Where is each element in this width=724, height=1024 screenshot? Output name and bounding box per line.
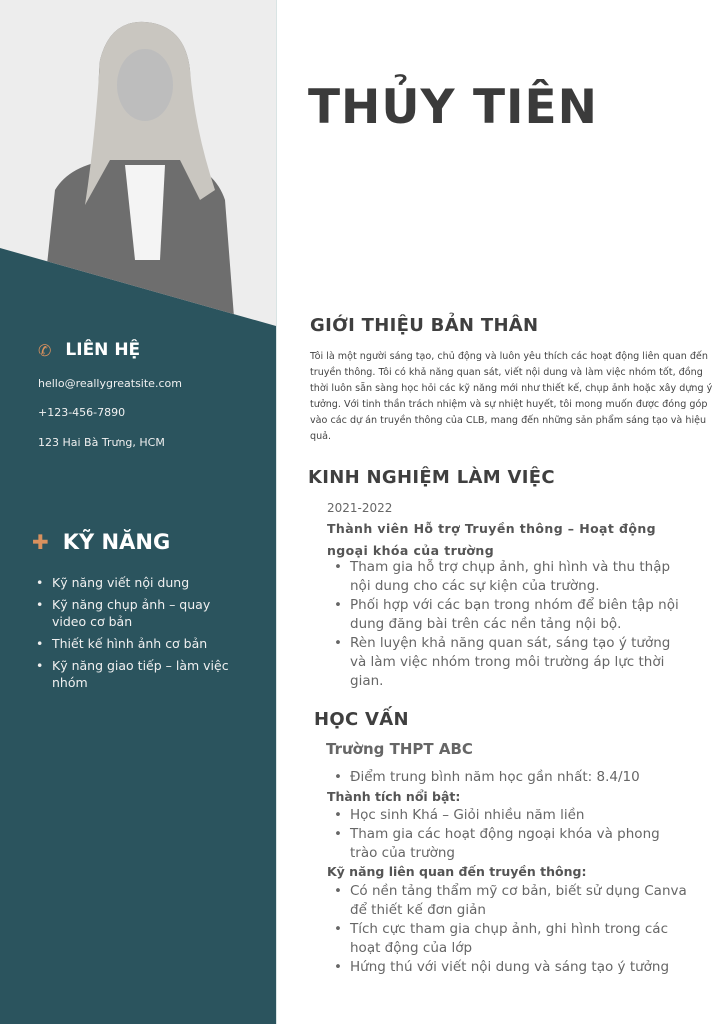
- experience-heading: KINH NGHIỆM LÀM VIỆC: [308, 467, 555, 488]
- page-title: THỦY TIÊN: [308, 80, 598, 135]
- gpa-list: [328, 768, 688, 787]
- list-item: • Học sinh Khá – Giỏi nhiều năm liền: [328, 806, 688, 825]
- list-item: • Tham gia hỗ trợ chụp ảnh, ghi hình và thu thập nội dung cho các sự kiện của trường.: [328, 558, 688, 596]
- education-heading: HỌC VẤN: [314, 709, 409, 730]
- experience-period: 2021-2022: [327, 501, 393, 515]
- list-item: • Tham gia các hoạt động ngoại khóa và phong trào của trường: [328, 825, 688, 863]
- skill-item: • Kỹ năng chụp ảnh – quay video cơ bản: [36, 596, 236, 630]
- contact-heading: [38, 340, 140, 360]
- media-skills-list: [328, 882, 688, 977]
- skill-item: • Kỹ năng viết nội dung: [36, 574, 236, 591]
- intro-text: Tôi là một người sáng tạo, chủ động và luôn yêu thích các hoạt động liên quan đến truyền thông. Tôi có khả năng quan sát, viết nội dung và làm việc nhóm tốt, đồng thời luôn sẵn sàng học hỏi các kỹ năng mới như thiết kế, chụp ảnh hoặc xây dựng ý tưởng. Với tinh thần trách nhiệm và sự nhiệt huyết, tôi mong muốn được đóng góp vào các dự án truyền thông của CLB, mang đến những sản phẩm sáng tạo và hiệu quả.: [310, 351, 713, 442]
- achievements-title: Thành tích nổi bật:: [327, 789, 461, 804]
- list-item: • Hứng thú với viết nội dung và sáng tạo ý tưởng: [328, 958, 688, 977]
- skills-title: KỸ NĂNG: [62, 530, 171, 554]
- media-skills-title: Kỹ năng liên quan đến truyền thông:: [327, 864, 587, 879]
- puzzle-icon: ✚: [32, 530, 49, 554]
- contact-title: LIÊN HỆ: [65, 340, 141, 360]
- skills-heading: [32, 530, 170, 554]
- achievements-list: [328, 806, 688, 863]
- intro-heading: GIỚI THIỆU BẢN THÂN: [310, 315, 539, 336]
- column-divider: [276, 0, 277, 1024]
- phone-icon: ✆: [38, 340, 52, 360]
- list-item: • Điểm trung bình năm học gần nhất: 8.4/10: [328, 768, 688, 787]
- school-name: Trường THPT ABC: [326, 740, 473, 758]
- skill-item: • Kỹ năng giao tiếp – làm việc nhóm: [36, 657, 236, 691]
- skills-list: [36, 574, 236, 696]
- experience-role: Thành viên Hỗ trợ Truyền thông – Hoạt động ngoại khóa của trường: [327, 521, 657, 558]
- experience-bullets: [328, 558, 688, 691]
- list-item: • Tích cực tham gia chụp ảnh, ghi hình trong các hoạt động của lớp: [328, 920, 688, 958]
- contact-email[interactable]: hello@reallygreatsite.com: [38, 377, 182, 390]
- skill-item: • Thiết kế hình ảnh cơ bản: [36, 635, 236, 652]
- list-item: • Rèn luyện khả năng quan sát, sáng tạo ý tưởng và làm việc nhóm trong môi trường áp lực thời gian.: [328, 634, 688, 691]
- contact-phone: +123-456-7890: [38, 406, 126, 419]
- list-item: • Phối hợp với các bạn trong nhóm để biên tập nội dung đăng bài trên các nền tảng nội bộ.: [328, 596, 688, 634]
- list-item: • Có nền tảng thẩm mỹ cơ bản, biết sử dụng Canva để thiết kế đơn giản: [328, 882, 688, 920]
- contact-address: 123 Hai Bà Trưng, HCM: [38, 436, 165, 449]
